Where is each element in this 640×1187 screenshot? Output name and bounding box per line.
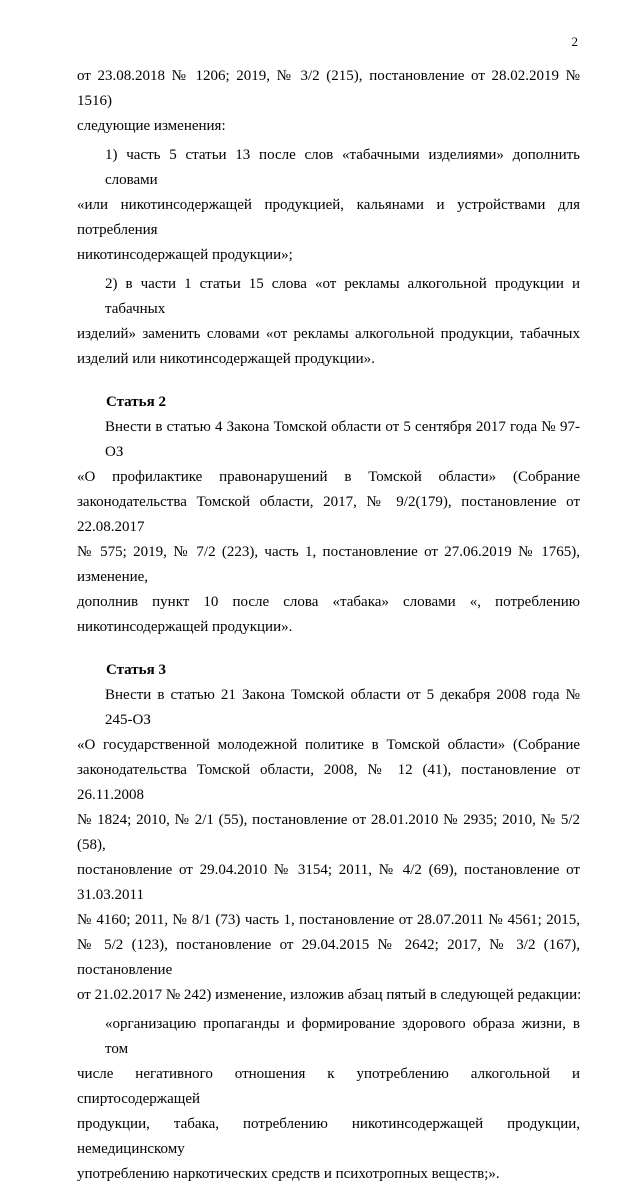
quoted-line: числе негативного отношения к употреблению алкогольной и спиртосодержащей <box>77 1066 580 1107</box>
amendment-line: 1) часть 5 статьи 13 после слов «табачными изделиями» дополнить словами <box>105 147 580 188</box>
quoted-line: продукции, табака, потреблению никотинсодержащей продукции, немедицинскому <box>77 1116 580 1157</box>
article-3-heading: Статья 3 <box>106 662 166 678</box>
article-line: никотинсодержащей продукции». <box>77 619 293 635</box>
document-body <box>77 64 580 1187</box>
article-line: дополнив пункт 10 после слова «табака» словами «, потреблению <box>77 594 580 610</box>
amendment-line: никотинсодержащей продукции»; <box>77 247 293 263</box>
article-2-heading: Статья 2 <box>106 394 166 410</box>
amendment-item-1 <box>77 143 580 268</box>
article-line: Внести в статью 4 Закона Томской области от 5 сентября 2017 года № 97-ОЗ <box>105 419 580 460</box>
intro-line: следующие изменения: <box>77 118 226 134</box>
article-line: Внести в статью 21 Закона Томской области от 5 декабря 2008 года № 245-ОЗ <box>105 687 580 728</box>
amendment-line: 2) в части 1 статьи 15 слова «от рекламы алкогольной продукции и табачных <box>105 276 580 317</box>
article-line: «О профилактике правонарушений в Томской области» (Собрание <box>77 469 580 485</box>
intro-line: от 23.08.2018 № 1206; 2019, № 3/2 (215), постановление от 28.02.2019 № 1516) <box>77 68 580 109</box>
article-line: № 1824; 2010, № 2/1 (55), постановление от 28.01.2010 № 2935; 2010, № 5/2 (58), <box>77 812 580 853</box>
amendment-line: «или никотинсодержащей продукцией, кальянами и устройствами для потребления <box>77 197 580 238</box>
article-line: № 5/2 (123), постановление от 29.04.2015 № 2642; 2017, № 3/2 (167), постановление <box>77 937 580 978</box>
amendment-line: изделий» заменить словами «от рекламы алкогольной продукции, табачных <box>77 326 580 342</box>
article-line: законодательства Томской области, 2008, № 12 (41), постановление от 26.11.2008 <box>77 762 580 803</box>
article-line: законодательства Томской области, 2017, № 9/2(179), постановление от 22.08.2017 <box>77 494 580 535</box>
article-line: № 4160; 2011, № 8/1 (73) часть 1, постановление от 28.07.2011 № 4561; 2015, <box>77 912 580 928</box>
amendment-line: изделий или никотинсодержащей продукции». <box>77 351 375 367</box>
quoted-line: употреблению наркотических средств и психотропных веществ;». <box>77 1166 500 1182</box>
article-line: постановление от 29.04.2010 № 3154; 2011, № 4/2 (69), постановление от 31.03.2011 <box>77 862 580 903</box>
article-2-paragraph <box>77 415 580 640</box>
article-line: «О государственной молодежной политике в Томской области» (Собрание <box>77 737 580 753</box>
article-line: № 575; 2019, № 7/2 (223), часть 1, постановление от 27.06.2019 № 1765), изменение, <box>77 544 580 585</box>
article-3-quoted-paragraph <box>77 1012 580 1187</box>
page-number: 2 <box>571 34 578 49</box>
quoted-line: «организацию пропаганды и формирование здорового образа жизни, в том <box>105 1016 580 1057</box>
article-3-paragraph <box>77 683 580 1008</box>
intro-paragraph <box>77 64 580 139</box>
amendment-item-2 <box>77 272 580 372</box>
article-line: от 21.02.2017 № 242) изменение, изложив абзац пятый в следующей редакции: <box>77 987 582 1003</box>
